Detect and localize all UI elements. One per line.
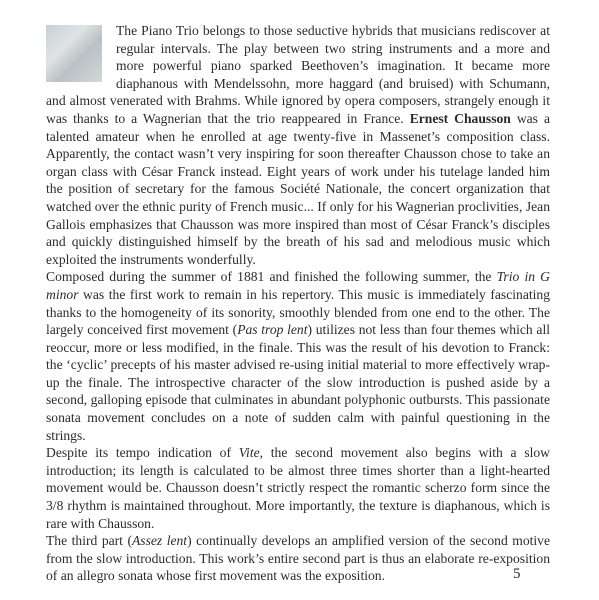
italic-text: Trio in G minor (46, 269, 550, 302)
italic-text: Vite (238, 445, 260, 461)
paragraph (46, 268, 550, 444)
text-run: was a talented amateur when he enrolled at age twenty-five in Massenet’s composition class. Apparently, the contact wasn’t very inspiring for soon thereafter Chausson chose to take an organ class with César Franck instead. Eight years of work under his tutelage landed him the position of secretary for the famous Société Nationale, the concert organization that watched over the ethnic purity of French music... If only for his Wagnerian proclivities, Jean Gallois emphasizes that Chausson was more inspired than most of César Franck’s disciples and quickly distinguished himself by the breath of his sad and melodious music which exploited the instruments wonderfully. (46, 110, 550, 267)
paragraphs (46, 22, 550, 585)
text-run: Composed during the summer of 1881 and finished the following summer, the (46, 269, 497, 285)
text-run: The Piano Trio belongs to those seductive hybrids that musicians rediscover at regular intervals. The play between two string instruments and a more and more powerful piano sparked Beethoven’s imagination. It became more diaphanous with Mendelssohn, more haggard (and bruised) with Schumann, and almost venerated with Brahms. While ignored by opera composers, strangely enough it was thanks to a Wagnerian that the trio reappeared in France. (46, 23, 550, 126)
body-text (46, 22, 550, 585)
italic-text: Pas trop lent (237, 322, 308, 338)
text-run: The third part ( (46, 533, 132, 549)
text-run: ) utilizes not less than four themes which all reoccur, more or less modified, in the finale. This was the result of his devotion to Franck: the ‘cyclic’ precepts of his master advised re-using initial material to more effectively wrap-up the finale. The introspective character of the slow introduction is pushed aside by a second, galloping episode that culminates in abundant polyphonic outbursts. This passionate sonata movement concludes on a note of sudden calm with painful questioning in the strings. (46, 322, 550, 443)
decorative-image (46, 25, 102, 82)
text-run: , the second movement also begins with a slow introduction; its length is calculated to be almost three times shorter than a light-hearted movement would be. Chausson doesn’t strictly respect the romantic scherzo form since the 3/8 rhythm is maintained throughout. More importantly, the texture is diaphanous, which is rare with Chausson. (46, 445, 550, 531)
page-number: 5 (513, 566, 521, 582)
italic-text: Assez lent (131, 533, 188, 549)
paragraph (46, 22, 550, 268)
text-run: ) continually develops an amplified version of the second motive from the slow introduction. This work’s entire second part is thus an elaborate re-exposition of an allegro sonata whose first movement was the exposition. (46, 533, 551, 584)
paragraph (46, 444, 550, 532)
bold-text: Ernest Chausson (409, 110, 511, 126)
paragraph (46, 532, 550, 585)
text-run: was the first work to remain in his repertory. This music is immediately fascinating thanks to the homogeneity of its sonority, smoothly blended from one end to the other. The largely conceived first movement ( (46, 286, 550, 338)
text-run: Despite its tempo indication of (46, 445, 239, 461)
